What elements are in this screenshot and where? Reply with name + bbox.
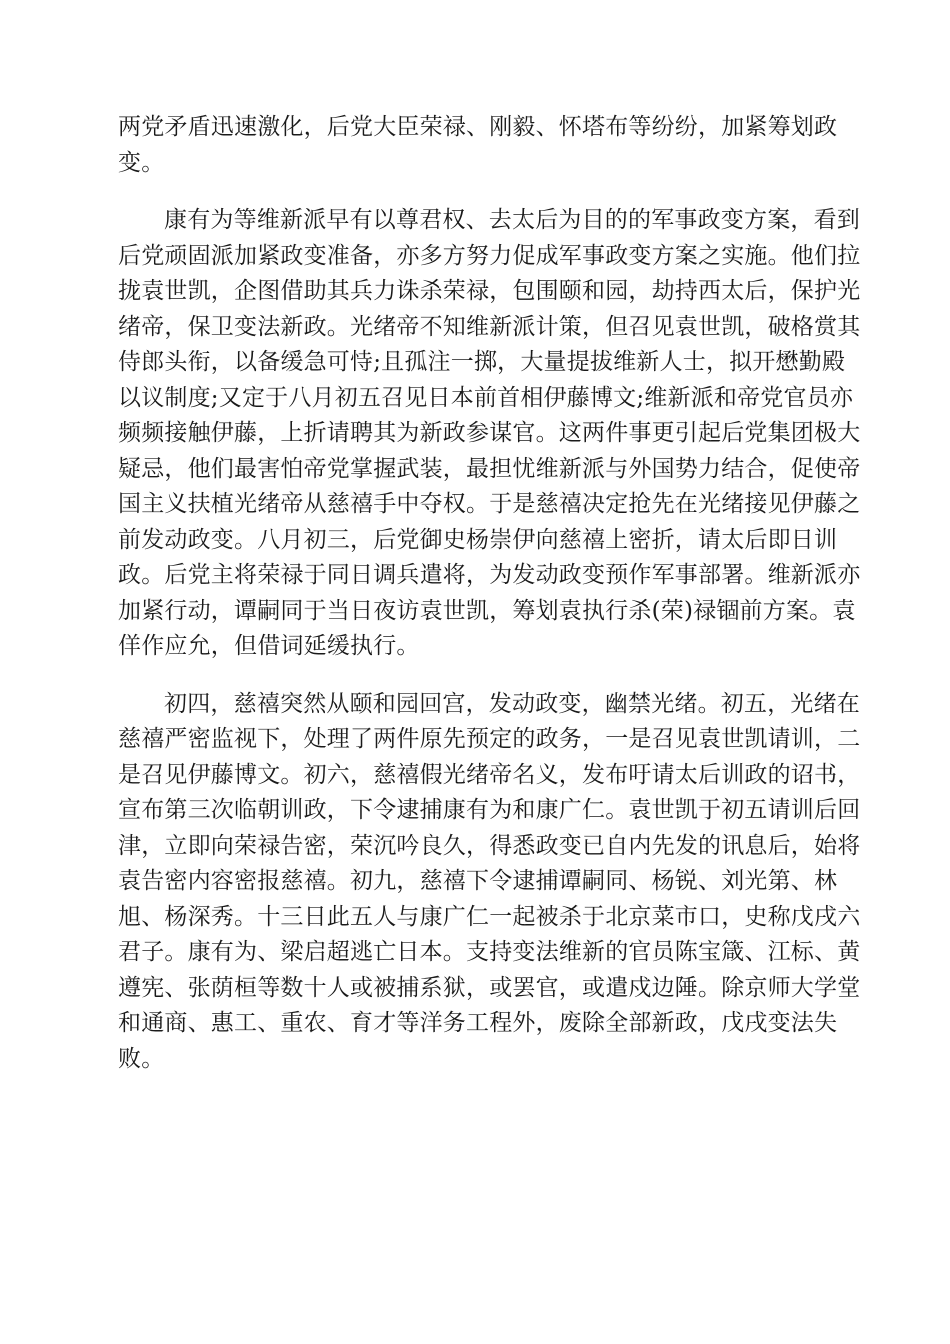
- paragraph-3: [118, 687, 861, 1078]
- text-line: 绪帝，保卫变法新政。光绪帝不知维新派计策，但召见袁世凯，破格赏其: [118, 313, 861, 340]
- text-line: 政。后党主将荣禄于同日调兵遣将，为发动政变预作军事部署。维新派亦: [118, 562, 861, 588]
- text-line: 国主义扶植光绪帝从慈禧手中夺权。于是慈禧决定抢先在光绪接见伊藤之: [118, 491, 861, 517]
- text-line: 佯作应允，但借词延缓执行。: [118, 633, 420, 659]
- text-line: 袁告密内容密报慈禧。初九，慈禧下令逮捕谭嗣同、杨锐、刘光第、林: [118, 868, 838, 894]
- text-line: 旭、杨深秀。十三日此五人与康广仁一起被杀于北京菜市口，史称戊戌六: [118, 903, 861, 930]
- text-line: 宣布第三次临朝训政，下令逮捕康有为和康广仁。袁世凯于初五请训后回: [118, 797, 861, 823]
- text-line: 康有为等维新派早有以尊君权、去太后为目的的军事政变方案，看到: [164, 207, 860, 233]
- document-body: [118, 110, 861, 1099]
- text-line: 是召见伊藤博文。初六，慈禧假光绪帝名义，发布吁请太后训政的诏书，: [118, 761, 861, 788]
- text-line: 两党矛盾迅速激化，后党大臣荣禄、刚毅、怀塔布等纷纷，加紧筹划政: [118, 114, 838, 140]
- text-line: 前发动政变。八月初三，后党御史杨崇伊向慈禧上密折，请太后即日训: [118, 526, 838, 553]
- paragraph-2: [118, 203, 861, 665]
- text-line: 加紧行动，谭嗣同于当日夜访袁世凯，筹划袁执行杀(荣)禄锢前方案。袁: [118, 597, 856, 624]
- text-line: 频频接触伊藤，上折请聘其为新政参谋官。这两件事更引起后党集团极大: [118, 420, 861, 446]
- text-line: 以议制度;又定于八月初五召见日本前首相伊藤博文;维新派和帝党官员亦: [118, 384, 854, 411]
- text-line: 后党顽固派加紧政变准备，亦多方努力促成军事政变方案之实施。他们拉: [118, 242, 861, 269]
- text-line: 君子。康有为、梁启超逃亡日本。支持变法维新的官员陈宝箴、江标、黄: [118, 939, 861, 965]
- text-line: 侍郎头衔，以备缓急可恃;且孤注一掷，大量提拔维新人士，拟开懋勤殿: [118, 349, 846, 375]
- text-line: 变。: [118, 149, 165, 176]
- text-line: 败。: [118, 1045, 165, 1072]
- text-line: 拢袁世凯，企图借助其兵力诛杀荣禄，包围颐和园，劫持西太后，保护光: [118, 278, 861, 304]
- text-line: 遵宪、张荫桓等数十人或被捕系狱，或罢官，或遣戍边陲。除京师大学堂: [118, 974, 861, 1001]
- paragraph-1: [118, 110, 838, 181]
- text-line: 和通商、惠工、重农、育才等洋务工程外，废除全部新政，戊戌变法失: [118, 1010, 838, 1036]
- text-line: 疑忌，他们最害怕帝党掌握武装，最担忧维新派与外国势力结合，促使帝: [118, 455, 861, 482]
- text-line: 初四，慈禧突然从颐和园回宫，发动政变，幽禁光绪。初五，光绪在: [164, 690, 860, 717]
- text-line: 慈禧严密监视下，处理了两件原先预定的政务，一是召见袁世凯请训，二: [118, 726, 861, 752]
- text-line: 津，立即向荣禄告密，荣沉吟良久，得悉政变已自内先发的讯息后，始将: [118, 832, 861, 859]
